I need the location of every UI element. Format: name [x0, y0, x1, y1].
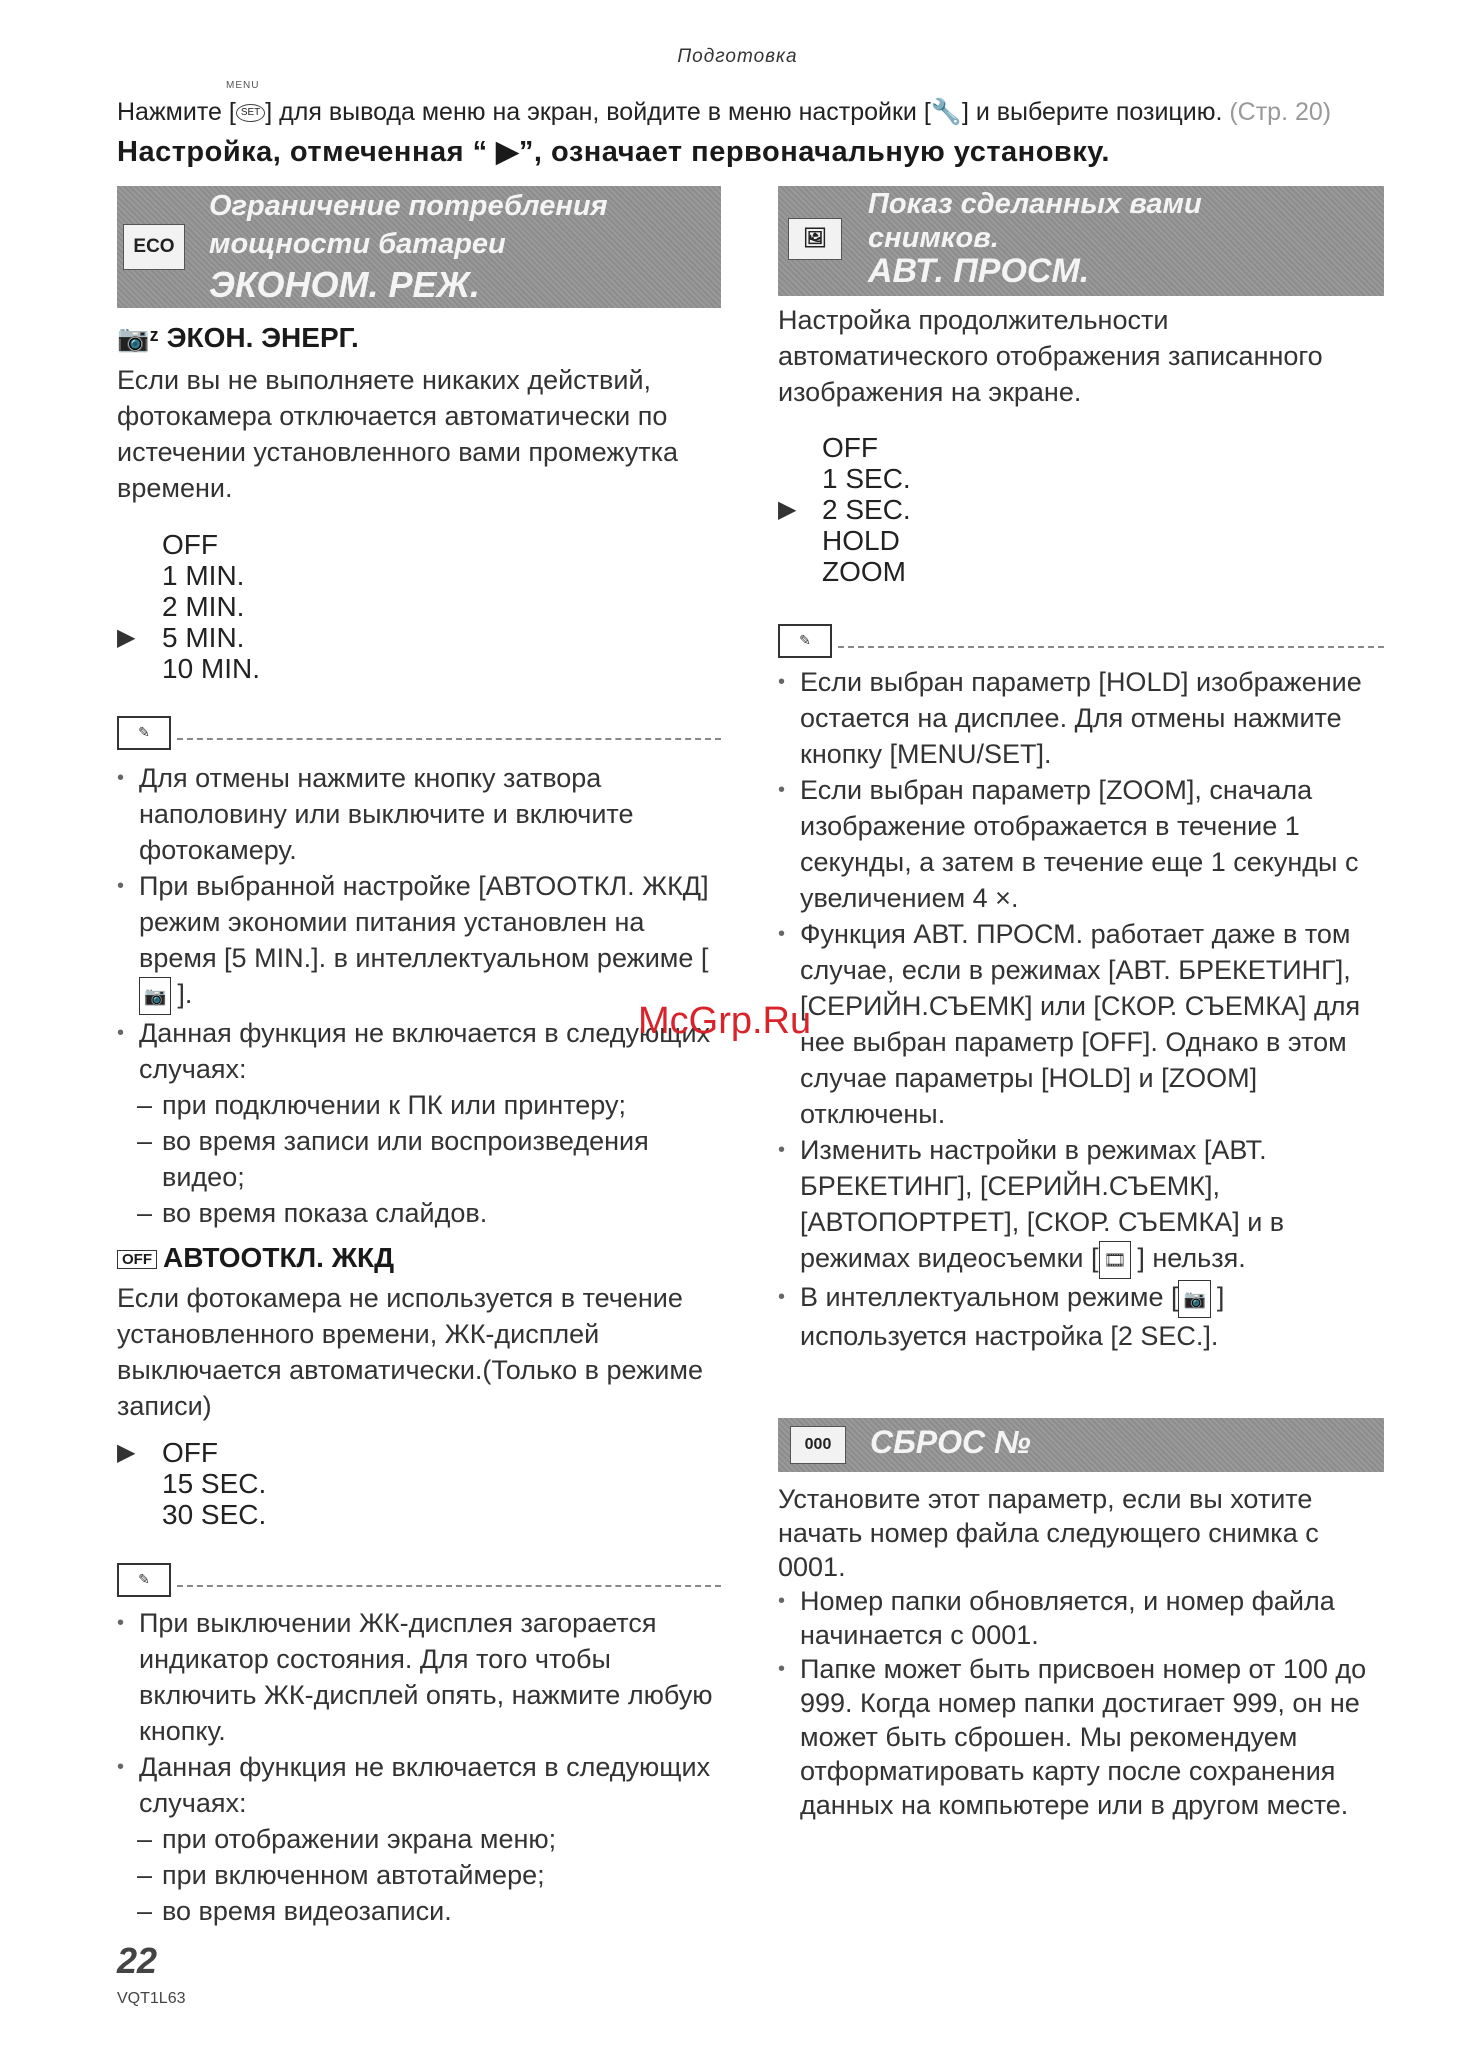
banner-title: СБРОС №	[870, 1424, 1031, 1460]
auto-lcd-description: Если фотокамера не используется в течение установленного времени, ЖК-дисплей выключается автоматически.(Только в режиме записи)	[117, 1283, 703, 1421]
note-bullet: • Изменить настройки в режимах [АВТ. БРЕКЕТИНГ], [СЕРИЙН.СЪЕМК], [АВТОПОРТРЕТ], [СКОР. СЪЕМКА] и в режимах видеосъемки [ 🎞 ] нельзя.	[778, 1132, 1388, 1279]
eco-mode-banner	[117, 186, 721, 308]
option-zoom: ZOOM	[822, 556, 906, 587]
eco-icon: ECO	[123, 224, 185, 270]
note-header	[117, 716, 721, 748]
option-1sec: 1 SEC.	[822, 463, 911, 494]
note-icon: ✎	[117, 716, 171, 750]
banner-subtitle-2: мощности батареи	[209, 228, 506, 260]
intro-instruction: Нажмите [ SET ] для вывода меню на экран, войдите в меню настройки [🔧] и выберите позицию. (Стр. 20)	[117, 98, 1332, 126]
note-bullet: • В интеллектуальном режиме [ 📷 ] используется настройка [2 SEC.].	[778, 1279, 1388, 1354]
no-reset-description: Установите этот параметр, если вы хотите начать номер файла следующего снимка с 0001.	[778, 1484, 1319, 1582]
camera-sleep-icon: 📷ᶻ	[117, 323, 159, 353]
watermark: McGrp.Ru	[638, 1000, 812, 1042]
note-bullet: • Если выбран параметр [ZOOM], сначала изображение отображается в течение 1 секунды, а затем в течение еще 1 секунды с увеличением 4 ×.	[778, 772, 1388, 916]
note-divider	[177, 738, 721, 740]
note-bullet: • При выключении ЖК-дисплея загорается индикатор состояния. Для того чтобы включить ЖК-дисплей опять, нажмите любую кнопку.	[117, 1605, 727, 1749]
option-5min: 5 MIN.	[162, 622, 245, 653]
menu-key-tag: MENU	[226, 80, 260, 91]
page-number: 22	[117, 1940, 158, 1981]
note-icon: ✎	[778, 624, 832, 658]
banner-subtitle-1: Показ сделанных вами	[868, 188, 1202, 220]
option-1min: 1 MIN.	[162, 560, 245, 591]
option-5min-row	[117, 622, 260, 653]
note-header	[117, 1563, 721, 1595]
note-dash-item: – при включенном автотаймере;	[117, 1857, 727, 1893]
wrench-icon: 🔧	[930, 98, 962, 126]
option-10min: 10 MIN.	[162, 653, 261, 684]
auto-lcd-title: OFF АВТООТКЛ. ЖКД	[117, 1242, 394, 1274]
option-off: OFF	[822, 432, 878, 463]
auto-lcd-options	[117, 1437, 266, 1530]
option-off-row	[117, 1437, 266, 1468]
note-bullet: • Данная функция не включается в следующих случаях:	[117, 1015, 727, 1087]
power-save-title: 📷ᶻ ЭКОН. ЭНЕРГ.	[117, 322, 359, 353]
auto-review-description: Настройка продолжительности автоматического отображения записанного изображения на экране.	[778, 305, 1323, 407]
banner-subtitle-2: снимков.	[868, 222, 999, 254]
note-bullet: • Данная функция не включается в следующих случаях:	[117, 1749, 727, 1821]
note-bullet: • Для отмены нажмите кнопку затвора наполовину или выключите и включите фотокамеру.	[117, 760, 727, 868]
note-divider	[838, 646, 1384, 648]
note-dash-item: – при подключении к ПК или принтеру;	[117, 1087, 727, 1123]
auto-review-notes	[778, 664, 1388, 1354]
power-save-notes	[117, 760, 727, 1231]
note-bullet: • Функция АВТ. ПРОСМ. работает даже в том случае, если в режимах [АВТ. БРЕКЕТИНГ], [СЕРИЙН.СЪЕМК] или [СКОР. СЪЕМКА] для нее выбран параметр [OFF]. Однако в этом случае параметры [HOLD] и [ZOOM] отключены.	[778, 916, 1388, 1132]
no-reset-banner	[778, 1418, 1384, 1472]
default-marker-icon: ▶	[778, 496, 797, 523]
note-icon: ✎	[117, 1563, 171, 1597]
set-button-icon: SET	[236, 104, 265, 122]
auto-review-options	[778, 432, 911, 587]
option-off: OFF	[162, 529, 218, 560]
note-bullet: • Если выбран параметр [HOLD] изображение остается на дисплее. Для отмены нажмите кнопку [MENU/SET].	[778, 664, 1388, 772]
power-save-description: Если вы не выполняете никаких действий, фотокамера отключается автоматически по истечении установленного вами промежутка времени.	[117, 365, 679, 503]
auto-lcd-notes	[117, 1605, 727, 1929]
option-2min: 2 MIN.	[162, 591, 245, 622]
option-off: OFF	[162, 1437, 218, 1468]
note-dash-item: – во время показа слайдов.	[117, 1195, 727, 1231]
option-30sec: 30 SEC.	[162, 1499, 267, 1530]
default-marker-icon: ▶	[117, 1439, 136, 1466]
option-15sec: 15 SEC.	[162, 1468, 267, 1499]
power-save-options	[117, 529, 260, 684]
auto-review-banner	[778, 186, 1384, 296]
document-code: VQT1L63	[117, 1990, 186, 2007]
banner-title: ЭКОНОМ. РЕЖ.	[209, 264, 480, 305]
option-hold: HOLD	[822, 525, 900, 556]
review-image-icon: 🖼	[788, 218, 842, 260]
intelligent-auto-icon: 📷	[139, 977, 171, 1015]
no-reset-notes	[778, 1584, 1388, 1822]
default-setting-note: Настройка, отмеченная “ ▶”, означает первоначальную установку.	[117, 136, 1110, 168]
option-2sec-row	[778, 494, 911, 525]
note-dash-item: – при отображении экрана меню;	[117, 1821, 727, 1857]
default-marker-icon: ▶	[117, 624, 136, 651]
note-bullet: • Папке может быть присвоен номер от 100 до 999. Когда номер папки достигает 999, он не может быть сброшен. Мы рекомендуем отформатировать карту после сохранения данных на компьютере или в другом месте.	[778, 1652, 1388, 1822]
banner-title: АВТ. ПРОСМ.	[868, 252, 1090, 290]
note-dash-item: – во время видеозаписи.	[117, 1893, 727, 1929]
lcd-off-icon: OFF	[117, 1250, 157, 1269]
note-dash-item: – во время записи или воспроизведения видео;	[117, 1123, 727, 1195]
banner-subtitle-1: Ограничение потребления	[209, 190, 608, 222]
note-divider	[177, 1585, 721, 1587]
page-category-header: Подготовка	[677, 46, 798, 67]
note-header	[778, 624, 1384, 656]
number-reset-icon: 000	[790, 1426, 846, 1464]
note-bullet: • Номер папки обновляется, и номер файла начинается с 0001.	[778, 1584, 1388, 1652]
note-bullet: • При выбранной настройке [АВТООТКЛ. ЖКД] режим экономии питания установлен на время [5 MIN.]. в интеллектуальном режиме [📷 ].	[117, 868, 727, 1015]
page-reference: (Стр. 20)	[1229, 98, 1332, 126]
option-2sec: 2 SEC.	[822, 494, 911, 525]
video-mode-icon: 🎞	[1099, 1241, 1132, 1279]
intelligent-auto-icon: 📷	[1178, 1280, 1210, 1318]
